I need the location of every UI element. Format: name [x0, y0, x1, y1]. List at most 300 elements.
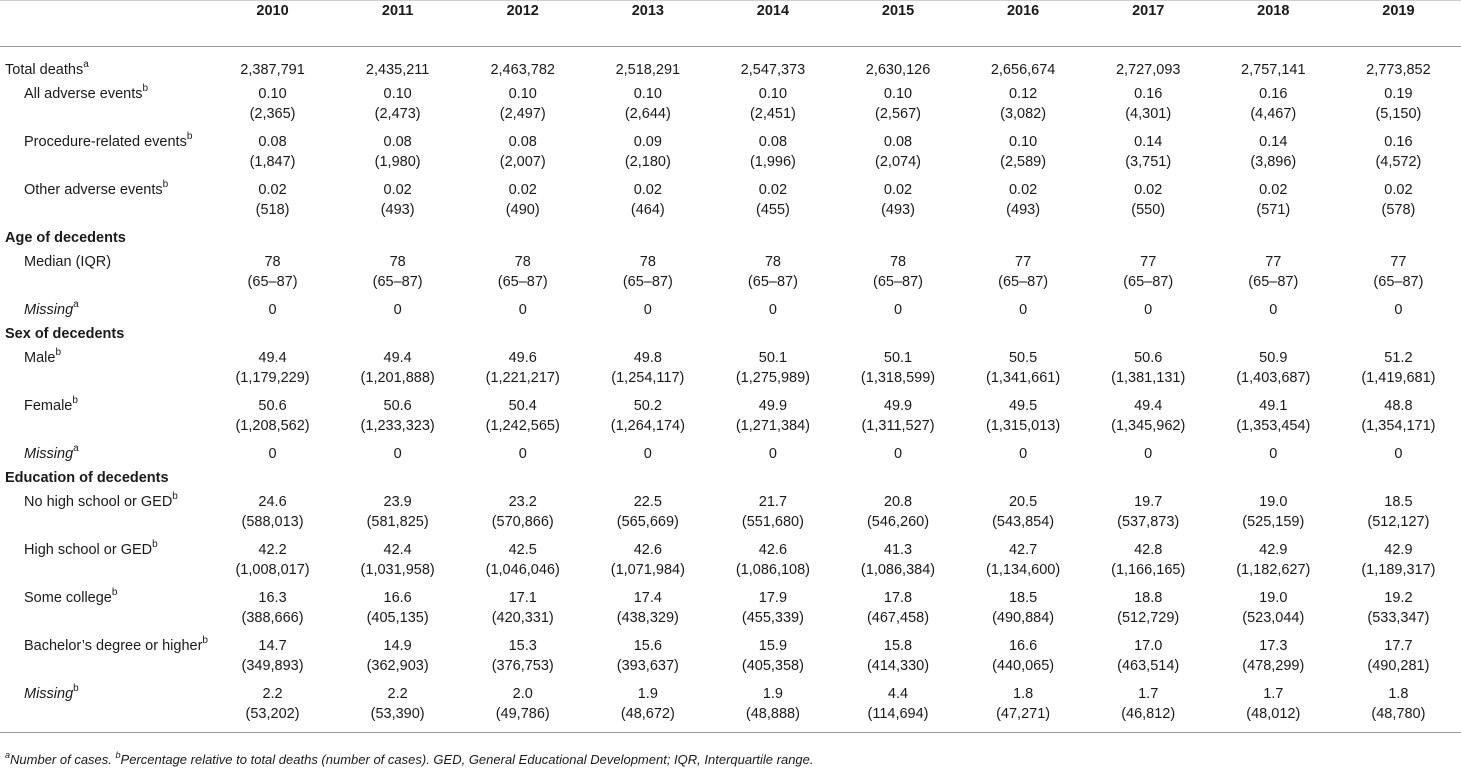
cell-count: (388,666) [241, 610, 304, 626]
cell-value: 2,757,141 [1241, 62, 1306, 78]
cell-count: (533,347) [1367, 610, 1430, 626]
cell-count: (405,358) [741, 658, 804, 674]
cell-value: 2,547,373 [740, 62, 806, 78]
cell-value: 2,630,126 [865, 62, 931, 78]
cell-count: (512,127) [1367, 514, 1430, 530]
cell-value: 0.02 [1008, 182, 1038, 198]
year-header: 2012 [460, 1, 585, 47]
cell-count: (2,497) [499, 106, 546, 122]
cell-value: 0.19 [1384, 86, 1413, 102]
data-cell [961, 394, 1086, 442]
cell-count: (393,637) [616, 658, 679, 674]
cell-count: (1,353,454) [1236, 418, 1311, 434]
data-cell [210, 586, 335, 634]
table-row [0, 586, 1461, 634]
cell-value: 0 [518, 302, 527, 318]
cell-count: (1,221,217) [485, 370, 560, 386]
data-cell [335, 250, 460, 298]
cell-count: (1,254,117) [611, 370, 685, 386]
cell-count: (1,345,962) [1111, 418, 1186, 434]
data-cell [1336, 82, 1461, 130]
cell-count: (1,242,565) [485, 418, 560, 434]
cell-count: (478,299) [1242, 658, 1305, 674]
data-cell [1211, 82, 1336, 130]
cell-value: 17.0 [1134, 638, 1163, 654]
section-heading: Age of decedents [5, 230, 126, 246]
cell-count: (525,159) [1242, 514, 1305, 530]
year-header: 2017 [1086, 1, 1211, 47]
cell-count: (546,260) [866, 514, 930, 530]
cell-value: 18.5 [1008, 590, 1038, 606]
cell-value: 0 [1144, 302, 1153, 318]
cell-value: 0 [393, 302, 402, 318]
data-cell [210, 538, 335, 586]
cell-value: 50.2 [633, 398, 662, 414]
cell-count: (490,884) [992, 610, 1055, 626]
row-label-text: Missing [24, 446, 74, 462]
table-row [0, 178, 1461, 226]
data-cell [210, 682, 335, 733]
cell-value: 4.4 [887, 686, 909, 702]
cell-count: (53,202) [245, 706, 300, 722]
cell-count: (1,233,323) [360, 418, 435, 434]
cell-count: (1,086,384) [860, 562, 936, 578]
data-cell [335, 442, 460, 466]
cell-value: 0 [1269, 302, 1278, 318]
cell-value: 0 [1019, 302, 1028, 318]
section-heading: Education of decedents [5, 470, 169, 486]
data-cell [585, 586, 710, 634]
data-cell [1086, 394, 1211, 442]
row-label [0, 490, 210, 538]
cell-count: (414,330) [866, 658, 930, 674]
cell-value: 0.02 [883, 182, 913, 198]
cell-value: 21.7 [758, 494, 788, 510]
cell-value: 0 [1394, 302, 1403, 318]
data-cell [460, 47, 585, 83]
cell-count: (463,514) [1117, 658, 1180, 674]
data-cell [585, 394, 710, 442]
data-cell [585, 682, 710, 733]
cell-value: 50.1 [883, 350, 913, 366]
data-cell [460, 178, 585, 226]
cell-value: 0 [268, 302, 277, 318]
cell-value: 0 [1269, 446, 1278, 462]
data-cell [961, 442, 1086, 466]
cell-count: (1,008,017) [235, 562, 310, 578]
cell-count: (464) [630, 202, 665, 218]
cell-count: (550) [1131, 202, 1166, 218]
cell-count: (455,339) [741, 610, 804, 626]
cell-value: 0.10 [383, 86, 412, 102]
table-row [0, 250, 1461, 298]
cell-value: 0.14 [1259, 134, 1288, 150]
cell-value: 49.9 [883, 398, 913, 414]
data-cell [460, 130, 585, 178]
data-cell [961, 682, 1086, 733]
cell-value: 77 [1015, 254, 1032, 270]
data-cell [961, 346, 1086, 394]
data-cell [460, 394, 585, 442]
data-cell [961, 130, 1086, 178]
data-cell [1211, 682, 1336, 733]
data-cell [460, 442, 585, 466]
cell-count: (65–87) [247, 274, 298, 290]
cell-value: 14.7 [258, 638, 287, 654]
data-cell [710, 586, 835, 634]
data-cell [1086, 298, 1211, 322]
cell-count: (1,086,108) [735, 562, 810, 578]
cell-value: 41.3 [883, 542, 913, 558]
cell-value: 49.8 [633, 350, 662, 366]
cell-value: 2,387,791 [240, 62, 305, 78]
row-label-text: High school or GED [24, 542, 153, 558]
cell-count: (1,318,599) [860, 370, 936, 386]
cell-value: 49.4 [258, 350, 287, 366]
year-header: 2011 [335, 1, 460, 47]
cell-value: 22.5 [633, 494, 662, 510]
cell-value: 0.08 [258, 134, 287, 150]
cell-count: (565,669) [616, 514, 679, 530]
table-row [0, 47, 1461, 83]
footnote-b-text: Percentage relative to total deaths (number of cases). GED, General Educational Development; IQR, Interquartile range. [120, 752, 814, 767]
cell-count: (2,007) [499, 154, 546, 170]
data-cell [460, 634, 585, 682]
cell-value: 1.8 [1013, 686, 1034, 702]
cell-value: 1.8 [1388, 686, 1409, 702]
cell-count: (537,873) [1117, 514, 1180, 530]
data-cell [335, 82, 460, 130]
cell-count: (48,888) [745, 706, 800, 722]
data-cell [335, 298, 460, 322]
cell-value: 0 [1144, 446, 1153, 462]
row-label-text: All adverse events [24, 86, 143, 102]
cell-count: (2,074) [875, 154, 921, 170]
data-cell [961, 490, 1086, 538]
year-header: 2019 [1336, 1, 1461, 47]
row-label-text: No high school or GED [24, 494, 173, 510]
section-row [0, 226, 1461, 250]
data-cell [460, 682, 585, 733]
cell-count: (1,996) [749, 154, 796, 170]
cell-value: 77 [1140, 254, 1157, 270]
footnote-mark-b: b [115, 749, 121, 760]
data-cell [335, 634, 460, 682]
data-cell [460, 538, 585, 586]
data-cell [1211, 250, 1336, 298]
cell-value: 0.16 [1134, 86, 1163, 102]
cell-value: 49.4 [383, 350, 412, 366]
year-header: 2016 [961, 1, 1086, 47]
row-label-text: Male [24, 350, 56, 366]
data-cell [585, 178, 710, 226]
cell-count: (551,680) [741, 514, 804, 530]
row-label [0, 442, 210, 466]
cell-value: 19.0 [1259, 494, 1288, 510]
cell-value: 50.6 [258, 398, 287, 414]
data-cell [335, 490, 460, 538]
cell-value: 16.6 [383, 590, 412, 606]
cell-count: (1,208,562) [235, 418, 310, 434]
cell-count: (490,281) [1367, 658, 1430, 674]
data-cell [1211, 298, 1336, 322]
cell-value: 15.3 [508, 638, 537, 654]
data-cell [210, 178, 335, 226]
cell-count: (440,065) [992, 658, 1055, 674]
cell-value: 0.16 [1384, 134, 1413, 150]
data-cell [961, 82, 1086, 130]
cell-value: 0.08 [758, 134, 788, 150]
footnote-a-text: Number of cases. [10, 752, 116, 767]
footnote-marker: a [73, 443, 79, 455]
table-body [0, 47, 1461, 733]
cell-count: (3,896) [1250, 154, 1297, 170]
cell-value: 0 [1394, 446, 1403, 462]
cell-count: (2,589) [1000, 154, 1047, 170]
cell-value: 50.4 [508, 398, 537, 414]
cell-count: (570,866) [491, 514, 554, 530]
cell-value: 0.09 [633, 134, 662, 150]
cell-count: (65–87) [1373, 274, 1424, 290]
cell-count: (523,044) [1242, 610, 1305, 626]
data-cell [1336, 130, 1461, 178]
data-cell [335, 130, 460, 178]
data-cell [1211, 538, 1336, 586]
cell-value: 0 [393, 446, 402, 462]
cell-count: (405,135) [366, 610, 429, 626]
data-cell [835, 634, 960, 682]
cell-value: 0 [893, 302, 903, 318]
cell-count: (2,473) [374, 106, 421, 122]
data-cell [585, 47, 710, 83]
cell-value: 15.6 [633, 638, 662, 654]
data-cell [835, 250, 960, 298]
cell-value: 17.7 [1384, 638, 1413, 654]
data-cell [961, 47, 1086, 83]
cell-count: (362,903) [366, 658, 429, 674]
cell-value: 48.8 [1384, 398, 1413, 414]
footnote-marker: b [55, 347, 61, 359]
cell-value: 0 [768, 302, 777, 318]
data-cell [1086, 346, 1211, 394]
cell-value: 42.9 [1384, 542, 1413, 558]
data-cell [210, 634, 335, 682]
footnote-marker: a [73, 299, 79, 311]
cell-count: (1,201,888) [360, 370, 435, 386]
cell-count: (2,365) [249, 106, 296, 122]
data-cell [210, 490, 335, 538]
cell-value: 2,656,674 [990, 62, 1056, 78]
label-column-header [0, 1, 210, 47]
data-cell [710, 442, 835, 466]
cell-count: (1,046,046) [485, 562, 560, 578]
data-cell [835, 682, 960, 733]
data-cell [335, 47, 460, 83]
cell-value: 0 [518, 446, 527, 462]
data-cell [961, 178, 1086, 226]
cell-value: 77 [1265, 254, 1282, 270]
data-cell [1336, 634, 1461, 682]
row-label-text: Procedure-related events [24, 134, 187, 150]
data-cell [1336, 47, 1461, 83]
data-cell [210, 250, 335, 298]
cell-count: (2,567) [875, 106, 921, 122]
table-row [0, 682, 1461, 733]
cell-count: (5,150) [1375, 106, 1422, 122]
section-heading: Sex of decedents [5, 326, 125, 342]
cell-count: (65–87) [372, 274, 423, 290]
table-row [0, 130, 1461, 178]
cell-value: 0.02 [633, 182, 662, 198]
cell-count: (493) [1006, 202, 1041, 218]
cell-value: 0.08 [883, 134, 913, 150]
table-row [0, 634, 1461, 682]
data-cell [210, 442, 335, 466]
cell-count: (588,013) [241, 514, 304, 530]
data-cell [585, 634, 710, 682]
table-row [0, 82, 1461, 130]
data-cell [835, 442, 960, 466]
data-cell [335, 682, 460, 733]
row-label-text: Female [24, 398, 73, 414]
cell-count: (455) [755, 202, 790, 218]
data-cell [585, 298, 710, 322]
cell-count: (512,729) [1117, 610, 1180, 626]
cell-value: 49.6 [508, 350, 537, 366]
cell-count: (1,179,229) [235, 370, 310, 386]
table-row [0, 538, 1461, 586]
cell-count: (1,182,627) [1236, 562, 1311, 578]
row-label-text: Total deaths [5, 62, 84, 78]
year-header: 2013 [585, 1, 710, 47]
cell-count: (1,071,984) [610, 562, 685, 578]
data-cell [1086, 490, 1211, 538]
cell-value: 0.12 [1008, 86, 1038, 102]
data-cell [1211, 130, 1336, 178]
cell-value: 42.8 [1134, 542, 1163, 558]
row-label-text: Missing [24, 302, 74, 318]
data-cell [1336, 682, 1461, 733]
cell-value: 18.5 [1384, 494, 1413, 510]
row-label [0, 298, 210, 322]
cell-count: (2,180) [624, 154, 671, 170]
cell-value: 0.10 [883, 86, 913, 102]
row-label-text: Other adverse events [24, 182, 163, 198]
cell-count: (1,341,661) [986, 370, 1061, 386]
cell-count: (1,189,317) [1361, 562, 1436, 578]
cell-value: 16.3 [258, 590, 287, 606]
data-cell [335, 538, 460, 586]
footnote-mark-a: a [5, 749, 11, 760]
cell-value: 19.2 [1384, 590, 1413, 606]
data-cell [1086, 250, 1211, 298]
data-cell [1336, 394, 1461, 442]
row-label-text: Some college [24, 590, 112, 606]
cell-value: 20.8 [883, 494, 913, 510]
year-header: 2010 [210, 1, 335, 47]
data-cell [210, 346, 335, 394]
cell-value: 2,435,211 [365, 62, 430, 78]
data-cell [835, 586, 960, 634]
cell-value: 17.1 [508, 590, 537, 606]
section-row [0, 322, 1461, 346]
data-cell [585, 442, 710, 466]
cell-count: (493) [380, 202, 415, 218]
footnote-marker: a [83, 59, 89, 71]
cell-value: 0 [893, 446, 903, 462]
data-cell [710, 490, 835, 538]
data-cell [1336, 490, 1461, 538]
data-cell [710, 682, 835, 733]
cell-value: 0.02 [258, 182, 287, 198]
data-cell [210, 82, 335, 130]
cell-count: (1,275,989) [735, 370, 810, 386]
footnote-marker: b [172, 491, 178, 503]
data-cell [710, 346, 835, 394]
data-cell [710, 538, 835, 586]
cell-count: (1,419,681) [1361, 370, 1436, 386]
cell-value: 0.02 [1384, 182, 1413, 198]
cell-value: 23.2 [508, 494, 537, 510]
cell-value: 1.9 [637, 686, 658, 702]
row-label-text: Median (IQR) [24, 254, 112, 270]
cell-count: (1,847) [249, 154, 296, 170]
cell-value: 0.08 [383, 134, 412, 150]
data-cell [1211, 634, 1336, 682]
cell-value: 0.02 [508, 182, 537, 198]
cell-value: 0 [643, 446, 652, 462]
data-cell [335, 586, 460, 634]
data-cell [1211, 47, 1336, 83]
cell-count: (1,980) [374, 154, 421, 170]
row-label [0, 682, 210, 733]
row-label [0, 82, 210, 130]
cell-count: (4,572) [1375, 154, 1422, 170]
cell-value: 51.2 [1384, 350, 1413, 366]
cell-value: 2,773,852 [1366, 62, 1431, 78]
data-cell [1211, 346, 1336, 394]
data-cell [210, 394, 335, 442]
cell-value: 0.02 [1134, 182, 1163, 198]
cell-count: (114,694) [867, 706, 929, 722]
cell-count: (65–87) [1248, 274, 1299, 290]
cell-count: (1,381,131) [1111, 370, 1186, 386]
cell-value: 50.6 [383, 398, 412, 414]
cell-value: 42.4 [383, 542, 412, 558]
cell-count: (48,012) [1246, 706, 1301, 722]
cell-value: 2,463,782 [490, 62, 555, 78]
cell-value: 78 [764, 254, 781, 270]
cell-value: 20.5 [1008, 494, 1038, 510]
cell-value: 50.9 [1259, 350, 1288, 366]
cell-value: 2,518,291 [615, 62, 681, 78]
cell-count: (1,166,165) [1111, 562, 1186, 578]
data-cell [835, 130, 960, 178]
header-row [0, 1, 1461, 47]
table-row [0, 442, 1461, 466]
cell-value: 78 [889, 254, 907, 270]
row-label-text: Missing [24, 686, 74, 702]
data-cell [1336, 178, 1461, 226]
cell-count: (65–87) [873, 274, 923, 290]
cell-value: 0.02 [1259, 182, 1288, 198]
cell-count: (65–87) [497, 274, 548, 290]
cell-value: 19.7 [1134, 494, 1163, 510]
cell-count: (53,390) [370, 706, 425, 722]
cell-value: 49.5 [1008, 398, 1038, 414]
row-label [0, 538, 210, 586]
cell-count: (65–87) [998, 274, 1049, 290]
